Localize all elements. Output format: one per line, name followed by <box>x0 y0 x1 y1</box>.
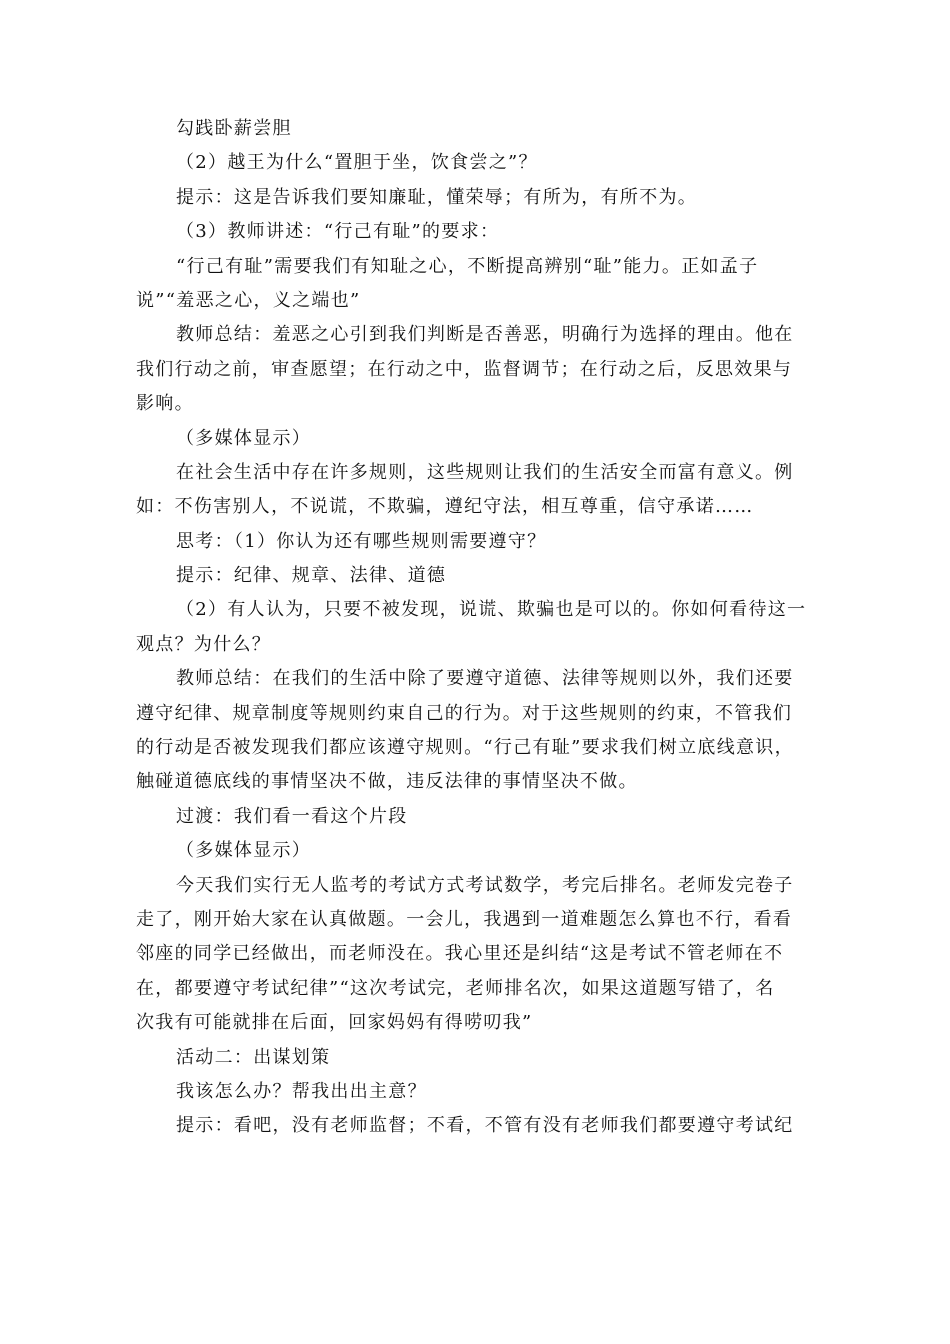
paragraph-line: （多媒体显示） <box>176 427 312 449</box>
paragraph-line: （2）越王为什么“置胆于坐，饮食尝之”？ <box>176 152 538 174</box>
paragraph-line: （2）有人认为，只要不被发现，说谎、欺骗也是可以的。你如何看待这一 <box>176 599 807 621</box>
paragraph-line: 次我有可能就排在后面，回家妈妈有得唠叨我” <box>136 1012 533 1034</box>
paragraph-line: 勾践卧薪尝胆 <box>176 118 292 139</box>
paragraph-line: 我们行动之前，审查愿望；在行动之中，监督调节；在行动之后，反思效果与 <box>136 358 793 380</box>
paragraph-line: 触碰道德底线的事情坚决不做，违反法律的事情坚决不做。 <box>136 771 638 793</box>
paragraph-line: 思考：（1）你认为还有哪些规则需要遵守？ <box>176 530 547 552</box>
document-body <box>136 112 816 1144</box>
paragraph-line: 邻座的同学已经做出，而老师没在。我心里还是纠结“这是考试不管老师在不 <box>136 943 784 965</box>
paragraph-line: 教师总结：在我们的生活中除了要遵守道德、法律等规则以外，我们还要 <box>176 668 794 690</box>
paragraph-line: “行己有耻”需要我们有知耻之心，不断提高辨别“耻”能力。正如孟子 <box>176 255 759 277</box>
paragraph-line: 过渡：我们看一看这个片段 <box>176 805 408 827</box>
paragraph-line: 如：不伤害别人，不说谎，不欺骗，遵纪守法，相互尊重，信守承诺…… <box>136 496 754 518</box>
paragraph-line: 观点？为什么？ <box>136 633 272 655</box>
paragraph-line: 在社会生活中存在许多规则，这些规则让我们的生活安全而富有意义。例 <box>176 461 794 483</box>
paragraph-line: 走了，刚开始大家在认真做题。一会儿，我遇到一道难题怎么算也不行，看看 <box>136 908 793 930</box>
paragraph-line: 影响。 <box>136 393 194 415</box>
paragraph-line: 提示：这是告诉我们要知廉耻，懂荣辱；有所为，有所不为。 <box>176 186 698 208</box>
paragraph-line: 提示：看吧，没有老师监督；不看，不管有没有老师我们都要遵守考试纪 <box>176 1115 794 1137</box>
paragraph-line: （3）教师讲述：“行己有耻”的要求： <box>176 221 500 243</box>
paragraph-line: 我该怎么办？帮我出出主意？ <box>176 1080 427 1102</box>
paragraph-line: 今天我们实行无人监考的考试方式考试数学，考完后排名。老师发完卷子 <box>176 874 794 896</box>
paragraph-line: 活动二：出谋划策 <box>176 1046 331 1068</box>
paragraph-line: 教师总结：羞恶之心引到我们判断是否善恶，明确行为选择的理由。他在 <box>176 324 794 346</box>
paragraph-line: 说”“羞恶之心，义之端也” <box>136 289 361 311</box>
paragraph-line: 在，都要遵守考试纪律”“这次考试完，老师排名次，如果这道题写错了，名 <box>136 977 775 999</box>
paragraph-line: 的行动是否被发现我们都应该遵守规则。“行己有耻”要求我们树立底线意识， <box>136 737 794 759</box>
paragraph-line: 提示：纪律、规章、法律、道德 <box>176 565 447 587</box>
paragraph-line: 遵守纪律、规章制度等规则约束自己的行为。对于这些规则的约束，不管我们 <box>136 702 793 724</box>
paragraph-line: （多媒体显示） <box>176 840 312 862</box>
